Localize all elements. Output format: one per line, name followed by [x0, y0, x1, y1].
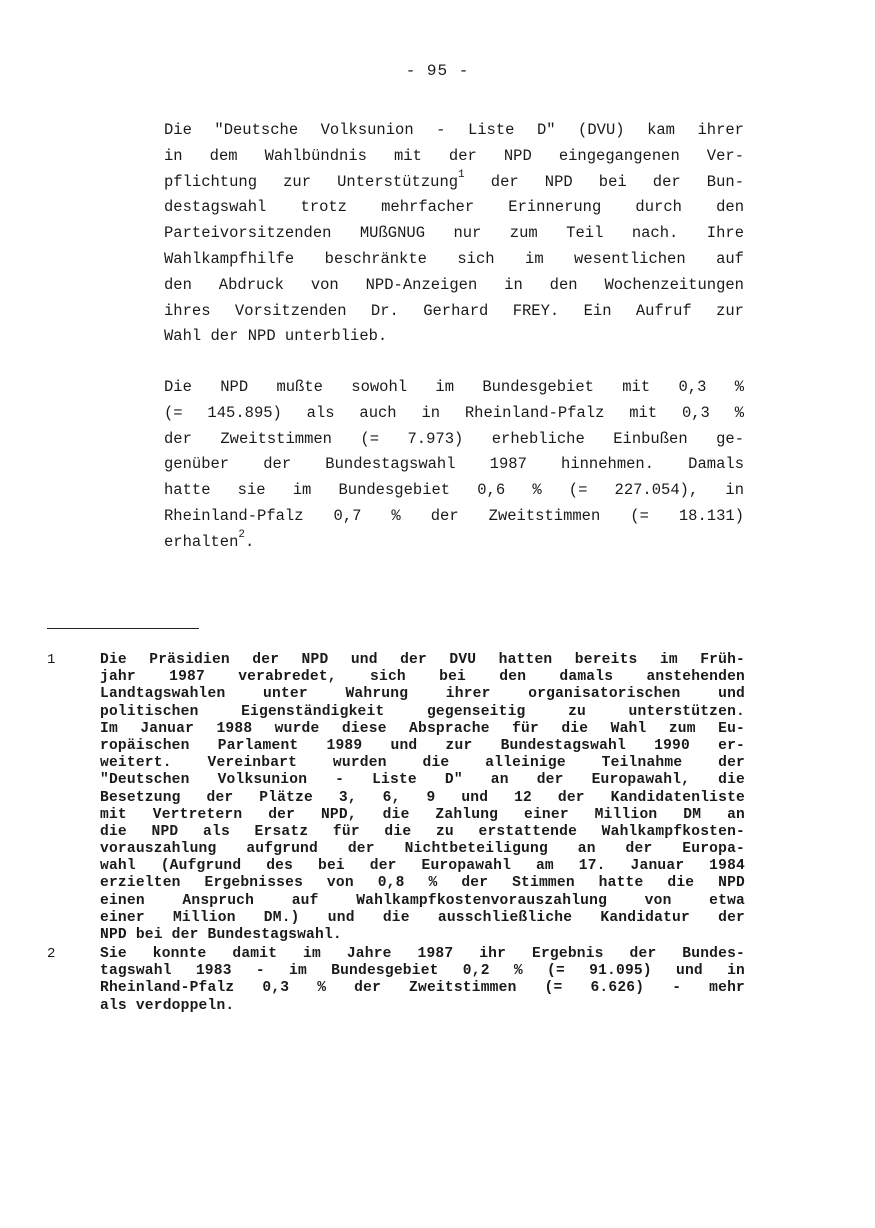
footnote-line: jahr 1987 verabredet, sich bei den damals anstehenden: [100, 669, 745, 686]
text-fragment: pflichtung zur Unterstützung: [164, 172, 459, 191]
text-line: Die "Deutsche Volksunion - Liste D" (DVU) kam ihrer: [164, 121, 744, 139]
text-line: hatte sie im Bundesgebiet 0,6 % (= 227.054), in: [164, 481, 744, 500]
footnote-line: politischen Eigenständigkeit gegenseitig zu unterstützen.: [100, 703, 745, 720]
footnote-line: tagswahl 1983 - im Bundesgebiet 0,2 % (= 91.095) und in: [100, 963, 745, 980]
text-line: der Zweitstimmen (= 7.973) erhebliche Einbußen ge-: [164, 429, 744, 448]
footnote-line: mit Vertretern der NPD, die Zahlung einer Million DM an: [100, 806, 745, 823]
text-line: (= 145.895) als auch in Rheinland-Pfalz mit 0,3 %: [164, 403, 744, 422]
text-fragment: erhalten: [164, 532, 239, 551]
footnote-ref-1: 1: [458, 168, 465, 181]
footnote-line: NPD bei der Bundestagswahl.: [100, 927, 342, 943]
text-line: destagswahl trotz mehrfacher Erinnerung durch den: [164, 198, 744, 217]
text-fragment: .: [245, 532, 255, 551]
text-line-with-footnote-ref: [164, 170, 744, 196]
text-fragment: der NPD bei der Bun-: [490, 172, 744, 191]
text-line: den Abdruck von NPD-Anzeigen in den Wochenzeitungen: [164, 275, 744, 294]
text-line: ihres Vorsitzenden Dr. Gerhard FREY. Ein Aufruf zur: [164, 301, 744, 320]
page-number: - 95 -: [405, 62, 470, 80]
footnote-line: erzielten Ergebnisses von 0,8 % der Stimmen hatte die NPD: [100, 875, 745, 892]
text-line: Wahl der NPD unterblieb.: [164, 327, 388, 346]
footnote-line: Sie konnte damit im Jahre 1987 ihr Ergebnis der Bundes-: [100, 946, 745, 962]
text-line: Rheinland-Pfalz 0,7 % der Zweitstimmen (= 18.131): [164, 506, 744, 525]
footnote-text: [100, 652, 745, 944]
footnote-line: Rheinland-Pfalz 0,3 % der Zweitstimmen (= 6.626) - mehr: [100, 980, 745, 997]
text-line: Wahlkampfhilfe beschränkte sich im wesentlichen auf: [164, 249, 744, 268]
footnote-line: ropäischen Parlament 1989 und zur Bundestagswahl 1990 er-: [100, 737, 745, 754]
text-line: Die NPD mußte sowohl im Bundesgebiet mit 0,3 %: [164, 378, 744, 396]
footnote-line: einer Million DM.) und die ausschließliche Kandidatur der: [100, 909, 745, 926]
footnote-ref-2: 2: [238, 528, 246, 541]
footnote-line: vorauszahlung aufgrund der Nichtbeteiligung an der Europa-: [100, 841, 745, 858]
footnote-line: Landtagswahlen unter Wahrung ihrer organisatorischen und: [100, 686, 745, 703]
paragraph-dvu-support: [164, 118, 744, 350]
text-line: in dem Wahlbündnis mit der NPD eingegangenen Ver-: [164, 146, 744, 165]
text-line: genüber der Bundestagswahl 1987 hinnehmen. Damals: [164, 455, 744, 474]
footnote-line: die NPD als Ersatz für die zu erstattende Wahlkampfkosten-: [100, 823, 745, 840]
footnote-line: als verdoppeln.: [100, 997, 235, 1014]
footnote-text: [100, 946, 745, 1015]
paragraph-npd-results: [164, 375, 744, 556]
footnote-separator: [47, 628, 199, 629]
footnote-line: einen Anspruch auf Wahlkampfkostenvorauszahlung von etwa: [100, 892, 745, 909]
footnote-line: weitert. Vereinbart wurden die alleinige Teilnahme der: [100, 755, 745, 772]
footnote-marker: 2: [47, 946, 56, 962]
footnote-line: wahl (Aufgrund des bei der Europawahl am 17. Januar 1984: [100, 858, 745, 875]
text-line: Parteivorsitzenden MUßGNUG nur zum Teil nach. Ihre: [164, 224, 744, 243]
text-line-with-footnote-ref: [164, 530, 744, 556]
footnote-line: Besetzung der Plätze 3, 6, 9 und 12 der Kandidatenliste: [100, 789, 745, 806]
footnote-line: Die Präsidien der NPD und der DVU hatten bereits im Früh-: [100, 652, 745, 668]
footnote-line: "Deutschen Volksunion - Liste D" an der Europawahl, die: [100, 772, 745, 789]
footnote-line: Im Januar 1988 wurde diese Absprache für die Wahl zum Eu-: [100, 720, 745, 737]
footnote-marker: 1: [47, 652, 56, 668]
